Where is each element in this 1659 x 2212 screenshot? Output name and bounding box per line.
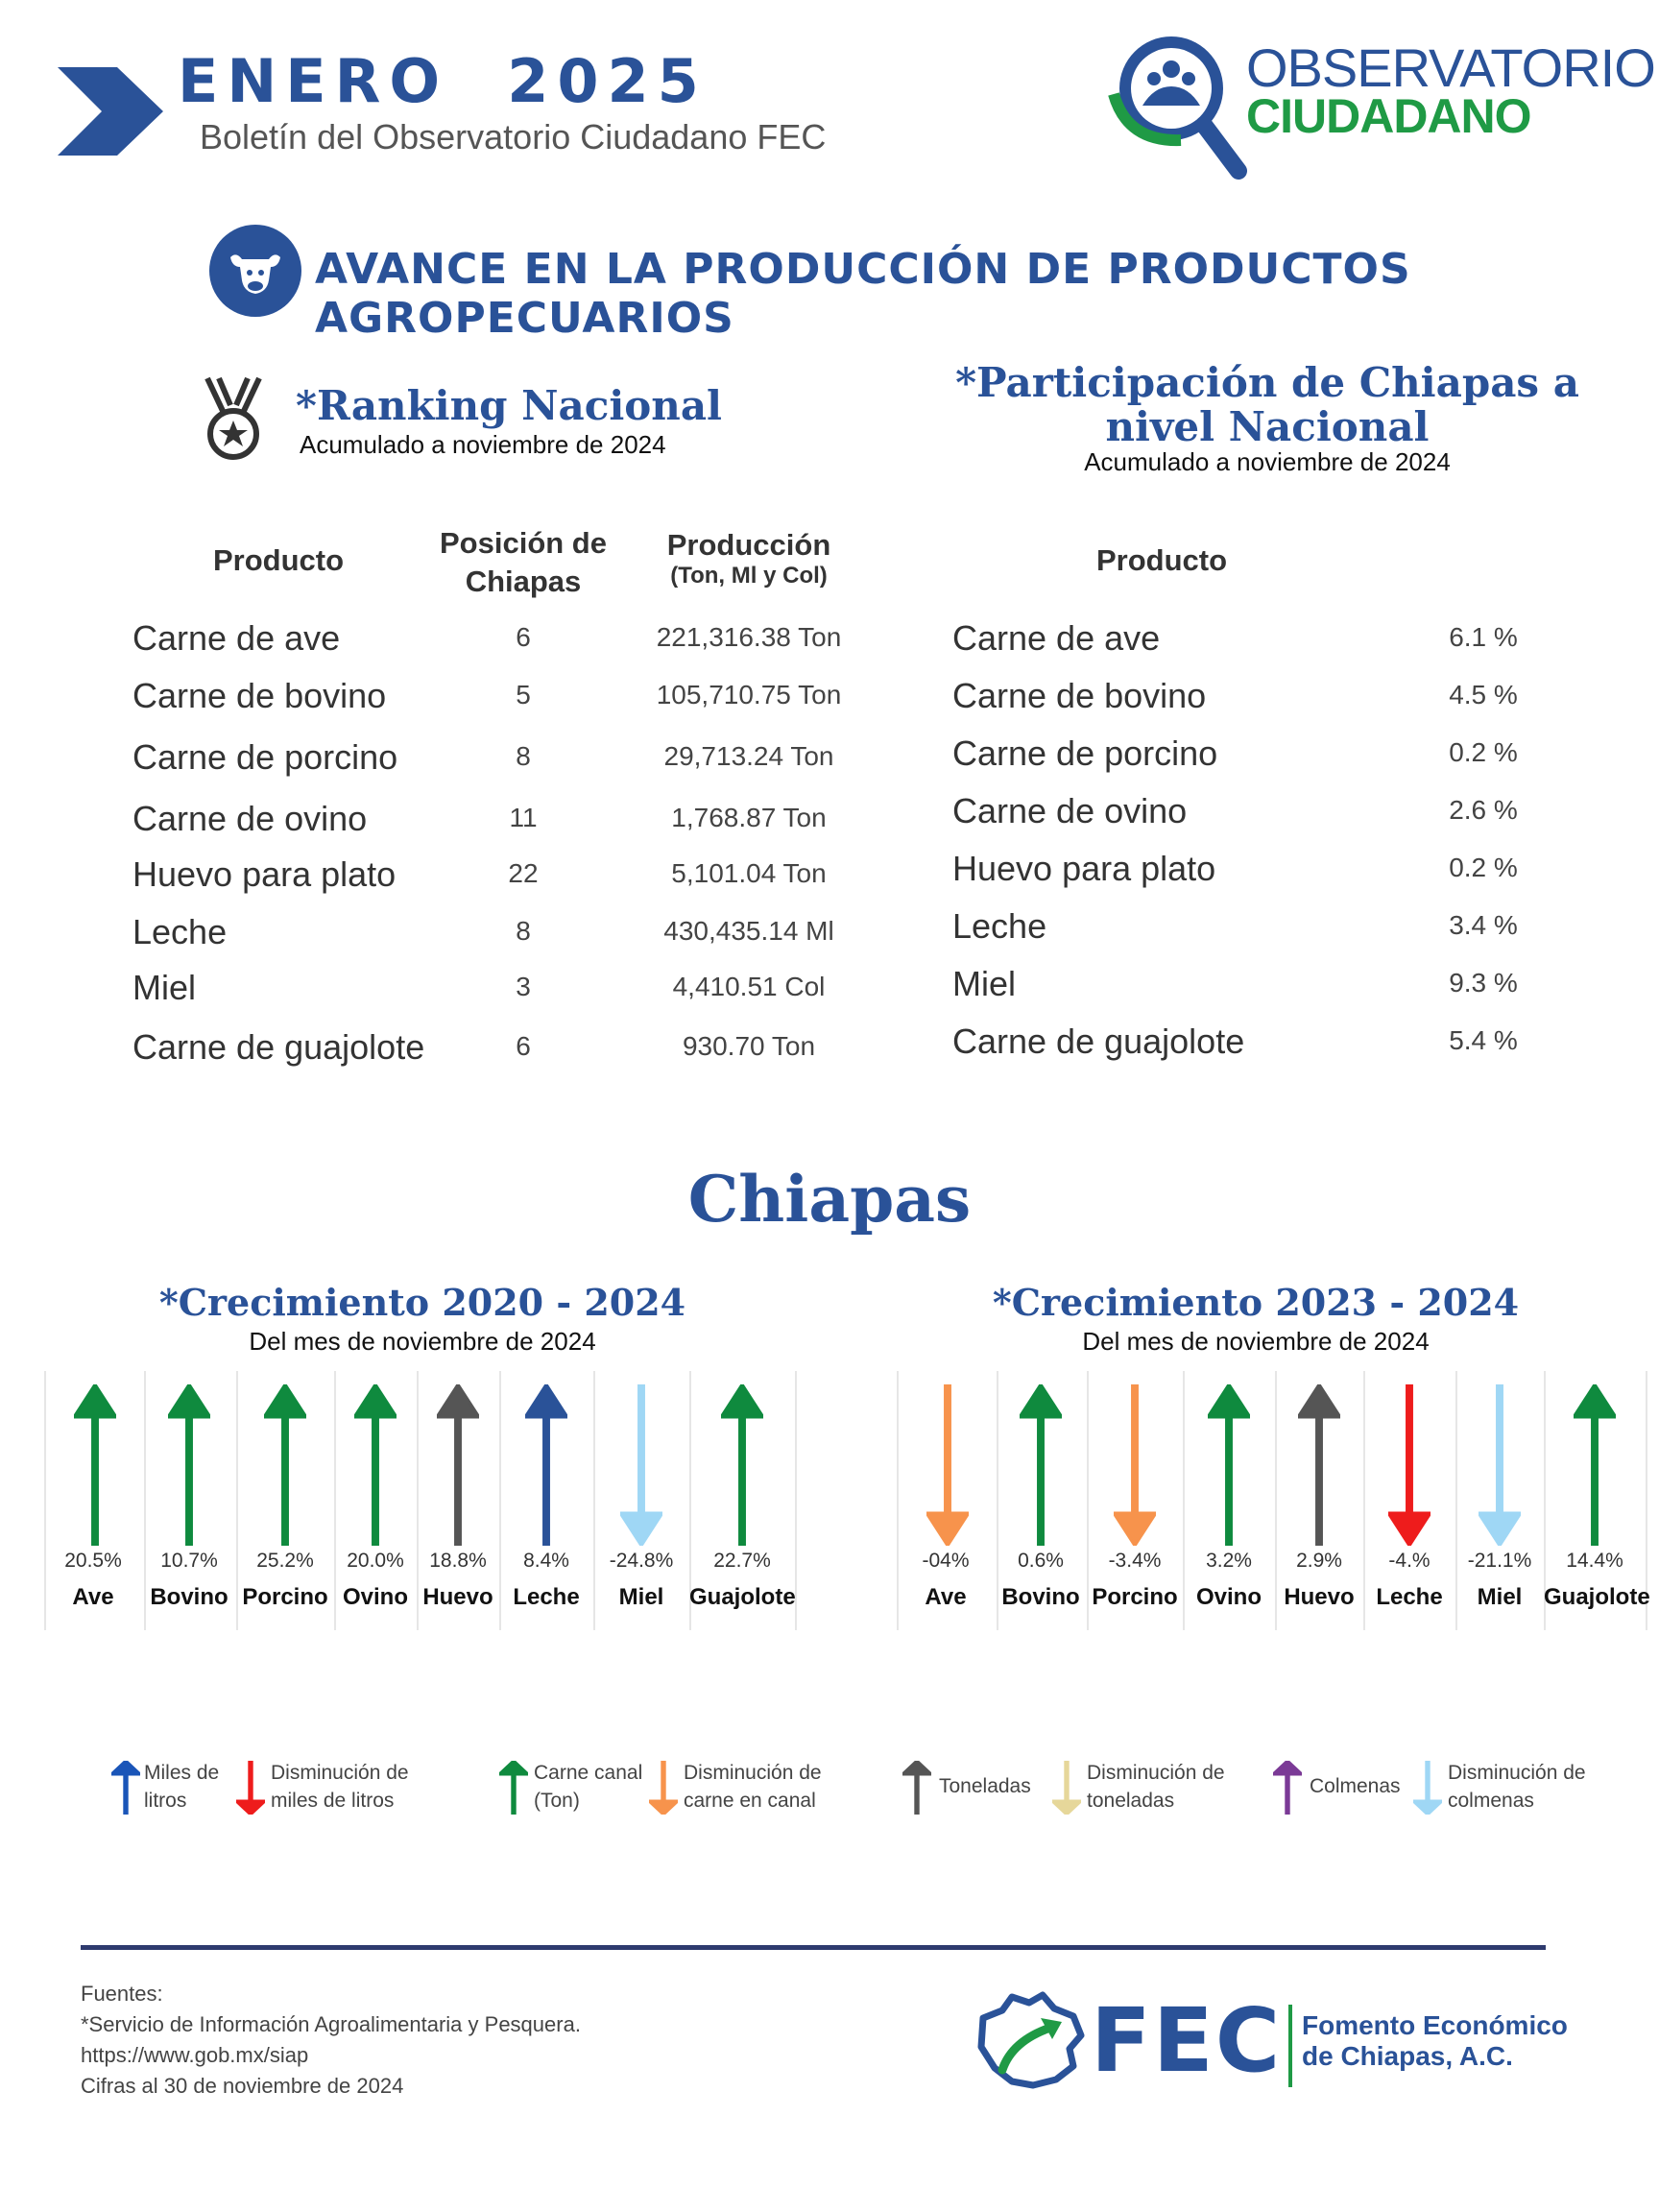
legend-arrow-down-icon	[649, 1761, 678, 1815]
ranking-row-production: 1,768.87 Ton	[671, 803, 827, 832]
ranking-row-production: 930.70 Ton	[682, 1031, 816, 1061]
arrow-up-icon	[168, 1384, 210, 1546]
growth-label: Porcino	[242, 1584, 328, 1610]
ranking-header-produccion	[634, 528, 864, 589]
legend-arrow-down-icon	[236, 1761, 265, 1815]
ranking-row-name: Miel	[132, 968, 197, 1007]
ranking-row-position: 8	[516, 741, 531, 771]
growth-percentage: 8.4%	[523, 1550, 569, 1572]
growth-percentage: 14.4%	[1566, 1550, 1623, 1572]
growth-label: Bovino	[150, 1584, 228, 1610]
arrow-down-icon	[1114, 1384, 1156, 1546]
fec-name-line2: de Chiapas, A.C.	[1302, 2041, 1513, 2071]
growth-2023-2024-subtitle: Del mes de noviembre de 2024	[1082, 1327, 1430, 1356]
growth-label: Ovino	[342, 1584, 408, 1610]
ranking-row-name: Carne de ovino	[132, 799, 368, 838]
growth-2020-2024-title: *Crecimiento 2020 - 2024	[158, 1281, 686, 1324]
participation-row-name: Leche	[952, 906, 1047, 946]
ranking-row-name: Carne de guajolote	[132, 1027, 425, 1067]
ranking-row-position: 3	[516, 972, 531, 1001]
ranking-row-production: 29,713.24 Ton	[663, 741, 834, 771]
ranking-row-production: 4,410.51 Col	[672, 972, 826, 1001]
legend-arrow-up-icon	[1273, 1761, 1302, 1815]
legend-label: Miles de litros	[144, 1762, 220, 1812]
growth-percentage: 10.7%	[160, 1550, 218, 1572]
arrow-up-icon	[437, 1384, 479, 1546]
arrow-down-icon	[620, 1384, 662, 1546]
observatorio-logo	[1104, 27, 1655, 190]
section-title: AVANCE EN LA PRODUCCIÓN DE PRODUCTOS AGROPECUARIOS	[315, 245, 1411, 343]
ranking-header-posicion: Posición de Chiapas	[440, 526, 607, 598]
participation-row-pct: 6.1 %	[1449, 622, 1518, 652]
ranking-row-position: 22	[508, 858, 539, 888]
legend-arrow-up-icon	[499, 1761, 528, 1815]
logo-text-observatorio: OBSERVATORIO	[1246, 37, 1655, 98]
growth-label: Miel	[618, 1584, 664, 1610]
participation-row-pct: 3.4 %	[1449, 910, 1518, 940]
legend-arrow-up-icon	[902, 1761, 931, 1815]
legend-label: Disminución de colmenas	[1448, 1762, 1586, 1812]
growth-percentage: 2.9%	[1296, 1550, 1342, 1572]
sources-label: Fuentes:	[81, 1982, 163, 2006]
ranking-header-produccion-label: Producción	[666, 528, 831, 562]
participation-row-name: Carne de porcino	[952, 733, 1218, 773]
growth-label: Miel	[1477, 1584, 1523, 1610]
legend-label: Carne canal (Ton)	[534, 1762, 643, 1812]
growth-percentage: 20.5%	[64, 1550, 122, 1572]
participation-row-name: Carne de bovino	[952, 676, 1207, 715]
growth-label: Porcino	[1092, 1584, 1178, 1610]
ranking-row-name: Carne de ave	[132, 618, 341, 658]
growth-percentage: 3.2%	[1206, 1550, 1252, 1572]
ranking-row-position: 11	[509, 803, 538, 832]
participation-row-pct: 2.6 %	[1449, 795, 1518, 825]
growth-percentage: 20.0%	[347, 1550, 404, 1572]
magnifier-people-icon	[1104, 27, 1248, 190]
ranking-row-production: 5,101.04 Ton	[671, 858, 827, 888]
chevron-right-icon	[58, 67, 163, 156]
participation-subtitle: Acumulado a noviembre de 2024	[1084, 447, 1451, 476]
legend-label: Toneladas	[939, 1775, 1031, 1797]
arrow-up-icon	[264, 1384, 306, 1546]
footer-divider	[81, 1945, 1546, 1950]
arrow-down-icon	[926, 1384, 969, 1546]
arrow-down-icon	[1479, 1384, 1521, 1546]
ranking-row-production: 105,710.75 Ton	[656, 680, 842, 709]
ranking-row-position: 5	[516, 680, 531, 709]
participation-title: *Participación de Chiapas a nivel Nacional	[955, 359, 1579, 450]
participation-row-pct: 0.2 %	[1449, 853, 1518, 882]
legend-arrow-down-icon	[1052, 1761, 1081, 1815]
growth-label: Leche	[513, 1584, 580, 1610]
growth-label: Guajolote	[1544, 1584, 1650, 1610]
arrow-up-icon	[1574, 1384, 1616, 1546]
arrow-up-icon	[74, 1384, 116, 1546]
ranking-row-name: Carne de bovino	[132, 676, 387, 715]
legend-label: Disminución de toneladas	[1087, 1762, 1225, 1812]
growth-percentage: -3.4%	[1108, 1550, 1162, 1572]
ranking-header-produccion-unit: (Ton, Ml y Col)	[670, 563, 828, 589]
participation-row-name: Huevo para plato	[952, 849, 1216, 888]
participation-row-pct: 9.3 %	[1449, 968, 1518, 998]
arrow-up-icon	[525, 1384, 567, 1546]
participation-row-name: Carne de ave	[952, 618, 1161, 658]
fec-logo-text: FEC	[1091, 1989, 1283, 2092]
growth-percentage: 22.7%	[713, 1550, 771, 1572]
ranking-row-name: Huevo para plato	[132, 854, 397, 894]
legend-arrow-down-icon	[1413, 1761, 1442, 1815]
bulletin-subtitle: Boletín del Observatorio Ciudadano FEC	[200, 117, 827, 156]
fec-logo-divider	[1288, 2005, 1292, 2087]
ranking-subtitle: Acumulado a noviembre de 2024	[300, 430, 666, 459]
arrow-up-icon	[1298, 1384, 1340, 1546]
growth-2020-2024-subtitle: Del mes de noviembre de 2024	[249, 1327, 596, 1356]
growth-percentage: -04%	[922, 1550, 970, 1572]
medal-icon	[200, 376, 267, 465]
cow-icon	[209, 225, 301, 317]
growth-label: Bovino	[1001, 1584, 1080, 1610]
participation-row-name: Carne de guajolote	[952, 1022, 1245, 1061]
growth-label: Ave	[72, 1584, 114, 1610]
ranking-header-producto: Producto	[212, 543, 345, 577]
arrow-up-icon	[721, 1384, 763, 1546]
ranking-row-name: Carne de porcino	[132, 737, 398, 777]
ranking-row-position: 6	[516, 622, 531, 652]
arrow-up-icon	[1208, 1384, 1250, 1546]
growth-label: Leche	[1376, 1584, 1443, 1610]
fec-name-line1: Fomento Económico	[1302, 2010, 1568, 2040]
participation-row-name: Carne de ovino	[952, 791, 1188, 830]
legend-label: Colmenas	[1310, 1775, 1401, 1797]
growth-label: Ovino	[1195, 1584, 1262, 1610]
growth-percentage: -4.%	[1388, 1550, 1431, 1572]
growth-percentage: 0.6%	[1018, 1550, 1064, 1572]
cutoff-date: Cifras al 30 de noviembre de 2024	[81, 2074, 404, 2098]
legend-label: Disminución de miles de litros	[271, 1762, 409, 1812]
bulletin-date-title: ENERO 2025	[178, 46, 708, 116]
ranking-row-production: 430,435.14 Ml	[663, 916, 834, 946]
source-url: https://www.gob.mx/siap	[81, 2043, 309, 2067]
growth-percentage: 18.8%	[429, 1550, 487, 1572]
growth-label: Ave	[925, 1584, 967, 1610]
ranking-title: *Ranking Nacional	[296, 382, 723, 429]
growth-percentage: 25.2%	[256, 1550, 314, 1572]
growth-2023-2024-title: *Crecimiento 2023 - 2024	[992, 1281, 1520, 1324]
ranking-row-position: 8	[516, 916, 531, 946]
chiapas-title: Chiapas	[687, 1162, 972, 1237]
chiapas-map-icon	[974, 1989, 1089, 2095]
source-siap: *Servicio de Información Agroalimentaria y Pesquera.	[81, 2012, 581, 2036]
participation-header-producto: Producto	[1095, 543, 1228, 577]
growth-percentage: -21.1%	[1467, 1550, 1532, 1572]
growth-percentage: -24.8%	[609, 1550, 674, 1572]
growth-label: Guajolote	[689, 1584, 796, 1610]
arrow-up-icon	[354, 1384, 397, 1546]
ranking-row-production: 221,316.38 Ton	[656, 622, 842, 652]
arrow-up-icon	[1020, 1384, 1062, 1546]
participation-row-pct: 4.5 %	[1449, 680, 1518, 709]
arrow-down-icon	[1388, 1384, 1431, 1546]
ranking-row-position: 6	[516, 1031, 531, 1061]
legend-arrow-up-icon	[111, 1761, 140, 1815]
legend-label: Disminución de carne en canal	[684, 1762, 822, 1812]
logo-text-ciudadano: CIUDADANO	[1246, 89, 1531, 143]
participation-row-pct: 5.4 %	[1449, 1025, 1518, 1055]
participation-row-name: Miel	[952, 964, 1017, 1003]
growth-label: Huevo	[1284, 1584, 1355, 1610]
participation-row-pct: 0.2 %	[1449, 737, 1518, 767]
growth-label: Huevo	[422, 1584, 493, 1610]
ranking-row-name: Leche	[132, 912, 228, 951]
